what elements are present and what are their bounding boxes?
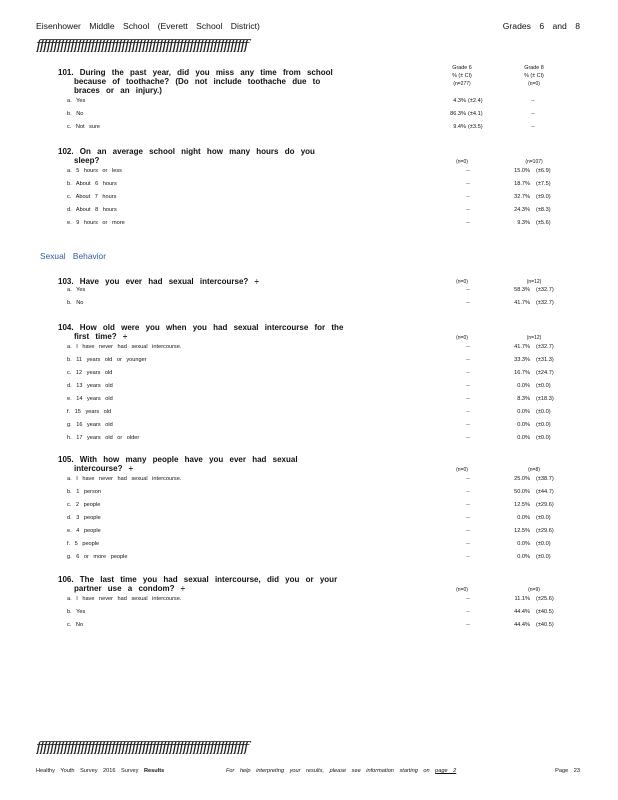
answer-row [0, 476, 618, 488]
answer-value: -- [466, 541, 470, 547]
answer-value: 0.0% [517, 422, 530, 428]
answer-row [0, 409, 618, 421]
answer-value: (±5.6) [536, 220, 551, 226]
grade-8-n: (n=12) [526, 279, 542, 285]
answer-row [0, 220, 618, 232]
answer-value: (±7.5) [536, 181, 551, 187]
answer-label: c. About 7 hours [67, 194, 117, 200]
answer-label: b. 1 person [67, 489, 101, 495]
answer-row [0, 528, 618, 540]
answer-value: 41.7% [514, 344, 530, 350]
answer-label: d. 13 years old [67, 383, 113, 389]
answer-row [0, 98, 618, 110]
question-text: 105. With how many people have you ever had sexual intercourse? ÷ [58, 455, 298, 473]
grade-8-n: (n=8) [528, 467, 540, 473]
answer-label: c. Not sure [67, 124, 101, 130]
answer-value: -- [531, 111, 535, 117]
answer-value: -- [466, 502, 470, 508]
answer-value: -- [466, 596, 470, 602]
answer-value: 16.7% [514, 370, 530, 376]
answer-label: e. 9 hours or more [67, 220, 125, 226]
answer-value: -- [466, 300, 470, 306]
answer-row [0, 554, 618, 566]
grade-8-n: (n=12) [526, 335, 542, 341]
answer-value: (±0.0) [536, 554, 551, 560]
question-text: 101. During the past year, did you miss any time from school because of toothache? (Do not include toothache due to braces or an injury.) [58, 68, 333, 95]
answer-label: b. No [67, 111, 84, 117]
answer-value: (±44.7) [536, 489, 554, 495]
answer-value: -- [466, 435, 470, 441]
answer-label: a. I have never had sexual intercourse. [67, 344, 182, 350]
answer-row [0, 541, 618, 553]
answer-row [0, 357, 618, 369]
answer-value: 12.5% [514, 502, 530, 508]
answer-value: 44.4% [514, 609, 530, 615]
answer-label: a. Yes [67, 287, 86, 293]
answer-value: -- [466, 409, 470, 415]
answer-label: c. 2 people [67, 502, 101, 508]
answer-row [0, 181, 618, 193]
answer-value: (±0.0) [536, 435, 551, 441]
answer-label: a. Yes [67, 98, 86, 104]
answer-row [0, 489, 618, 501]
answer-value: -- [466, 370, 470, 376]
grade-6-n: (n=0) [456, 587, 468, 593]
answer-value: (±0.0) [536, 383, 551, 389]
answer-value: 58.3% [514, 287, 530, 293]
question-text: 104. How old were you when you had sexual intercourse for the first time? ÷ [58, 323, 344, 341]
answer-value: (±0.0) [536, 541, 551, 547]
answer-value: 12.5% [514, 528, 530, 534]
answer-value: -- [466, 528, 470, 534]
answer-row [0, 396, 618, 408]
answer-value: -- [466, 476, 470, 482]
answer-value: (±31.3) [536, 357, 554, 363]
answer-row [0, 622, 618, 634]
question-text: 106. The last time you had sexual intercourse, did you or your partner use a condom? ÷ [58, 575, 338, 593]
answer-label: f. 5 people [67, 541, 100, 547]
answer-value: -- [466, 168, 470, 174]
answer-value: 50.0% [514, 489, 530, 495]
answer-value: -- [466, 287, 470, 293]
answer-label: b. No [67, 300, 84, 306]
answer-value: 0.0% [517, 515, 530, 521]
answer-row [0, 435, 618, 447]
answer-row [0, 194, 618, 206]
grade-6-n: (n=0) [456, 279, 468, 285]
answer-value: -- [466, 220, 470, 226]
section-title: Sexual Behavior [40, 251, 106, 261]
answer-row [0, 344, 618, 356]
grade-6-header: Grade 6 % (± CI) (n=277) [452, 65, 472, 87]
page-2-link[interactable]: page 2 [435, 768, 457, 774]
answer-value: 18.7% [514, 181, 530, 187]
answer-label: h. 17 years old or older [67, 435, 140, 441]
page-footer [36, 768, 580, 774]
answer-value: (±32.7) [536, 287, 554, 293]
answer-value: 25.0% [514, 476, 530, 482]
answer-value: (±6.9) [536, 168, 551, 174]
answer-label: g. 6 or more people [67, 554, 128, 560]
answer-value: (±3.5) [468, 124, 483, 130]
answer-value: -- [531, 98, 535, 104]
answer-value: -- [466, 622, 470, 628]
answer-value: (±38.7) [536, 476, 554, 482]
question-text: 103. Have you ever had sexual intercourse? ÷ [58, 277, 259, 286]
answer-row [0, 124, 618, 136]
answer-value: -- [466, 422, 470, 428]
answer-value: 0.0% [517, 435, 530, 441]
answer-value: 0.0% [517, 383, 530, 389]
answer-value: 41.7% [514, 300, 530, 306]
answer-value: (±4.1) [468, 111, 483, 117]
answer-row [0, 596, 618, 608]
question-text: 102. On an average school night how many hours do you sleep? [58, 147, 315, 165]
answer-value: 44.4% [514, 622, 530, 628]
answer-label: a. I have never had sexual intercourse. [67, 596, 182, 602]
answer-value: -- [466, 489, 470, 495]
grades-label: Grades 6 and 8 [502, 21, 580, 31]
answer-label: g. 16 years old [67, 422, 113, 428]
answer-row [0, 168, 618, 180]
answer-value: (±29.6) [536, 528, 554, 534]
answer-value: (±9.0) [536, 194, 551, 200]
grade-6-n: (n=0) [456, 159, 468, 165]
answer-value: 11.1% [514, 596, 530, 602]
answer-value: -- [466, 396, 470, 402]
answer-value: -- [466, 194, 470, 200]
answer-value: -- [466, 181, 470, 187]
answer-value: -- [466, 515, 470, 521]
answer-value: -- [466, 554, 470, 560]
answer-label: b. Yes [67, 609, 86, 615]
answer-row [0, 370, 618, 382]
answer-value: -- [466, 357, 470, 363]
grade-8-n: (n=107) [525, 159, 543, 165]
answer-value: (±18.3) [536, 396, 554, 402]
answer-value: (±0.0) [536, 515, 551, 521]
answer-value: (±0.0) [536, 409, 551, 415]
answer-row [0, 609, 618, 621]
grade-6-n: (n=0) [456, 335, 468, 341]
answer-value: 24.3% [514, 207, 530, 213]
answer-value: 4.3% [453, 98, 466, 104]
answer-value: 32.7% [514, 194, 530, 200]
answer-value: (±40.5) [536, 622, 554, 628]
grade-8-header: Grade 8 % (± CI) (n=0) [524, 65, 544, 87]
header-rule: ƒƒƒƒƒƒƒƒƒƒƒƒƒƒƒƒƒƒƒƒƒƒƒƒƒƒƒƒƒƒƒƒƒƒƒƒƒƒƒƒƒƒƒƒƒƒƒƒƒƒƒƒƒƒƒƒƒƒƒƒƒƒ [36, 38, 247, 52]
answer-value: (±29.6) [536, 502, 554, 508]
answer-value: (±32.7) [536, 300, 554, 306]
answer-value: -- [466, 207, 470, 213]
grade-8-n: (n=9) [528, 587, 540, 593]
answer-label: d. About 8 hours [67, 207, 117, 213]
answer-value: 0.0% [517, 541, 530, 547]
answer-value: 0.0% [517, 409, 530, 415]
answer-label: f. 15 years old [67, 409, 112, 415]
answer-value: (±0.0) [536, 422, 551, 428]
answer-label: b. About 6 hours [67, 181, 117, 187]
answer-row [0, 502, 618, 514]
page-number: Page 23 [555, 768, 580, 774]
answer-value: (±32.7) [536, 344, 554, 350]
answer-label: e. 14 years old [67, 396, 113, 402]
answer-value: -- [531, 124, 535, 130]
answer-value: 33.3% [514, 357, 530, 363]
answer-value: (±40.5) [536, 609, 554, 615]
school-name: Eisenhower Middle School (Everett School District) [36, 21, 260, 31]
answer-row [0, 515, 618, 527]
answer-label: c. 12 years old [67, 370, 113, 376]
survey-name: Healthy Youth Survey 2016 Survey Results [36, 768, 165, 774]
answer-row [0, 422, 618, 434]
answer-value: (±25.6) [536, 596, 554, 602]
answer-label: e. 4 people [67, 528, 101, 534]
answer-value: 15.0% [514, 168, 530, 174]
answer-label: a. 5 hours or less [67, 168, 122, 174]
answer-label: d. 3 people [67, 515, 101, 521]
answer-value: (±24.7) [536, 370, 554, 376]
answer-value: -- [466, 383, 470, 389]
page-header [36, 21, 580, 31]
answer-row [0, 300, 618, 312]
answer-label: b. 11 years old or younger [67, 357, 147, 363]
answer-value: 9.4% [453, 124, 466, 130]
answer-row [0, 287, 618, 299]
footer-rule: ƒƒƒƒƒƒƒƒƒƒƒƒƒƒƒƒƒƒƒƒƒƒƒƒƒƒƒƒƒƒƒƒƒƒƒƒƒƒƒƒƒƒƒƒƒƒƒƒƒƒƒƒƒƒƒƒƒƒƒƒƒƒ [36, 740, 247, 754]
help-note: For help interpreting your results, please see information starting on page 2 [226, 768, 457, 774]
answer-value: 8.3% [517, 396, 530, 402]
answer-value: 0.0% [517, 554, 530, 560]
answer-value: 9.3% [517, 220, 530, 226]
answer-row [0, 111, 618, 123]
answer-row [0, 207, 618, 219]
answer-label: a. I have never had sexual intercourse. [67, 476, 182, 482]
answer-value: (±2.4) [468, 98, 483, 104]
answer-row [0, 383, 618, 395]
answer-value: -- [466, 609, 470, 615]
answer-value: 86.3% [450, 111, 466, 117]
answer-value: -- [466, 344, 470, 350]
grade-6-n: (n=0) [456, 467, 468, 473]
answer-label: c. No [67, 622, 84, 628]
answer-value: (±8.3) [536, 207, 551, 213]
